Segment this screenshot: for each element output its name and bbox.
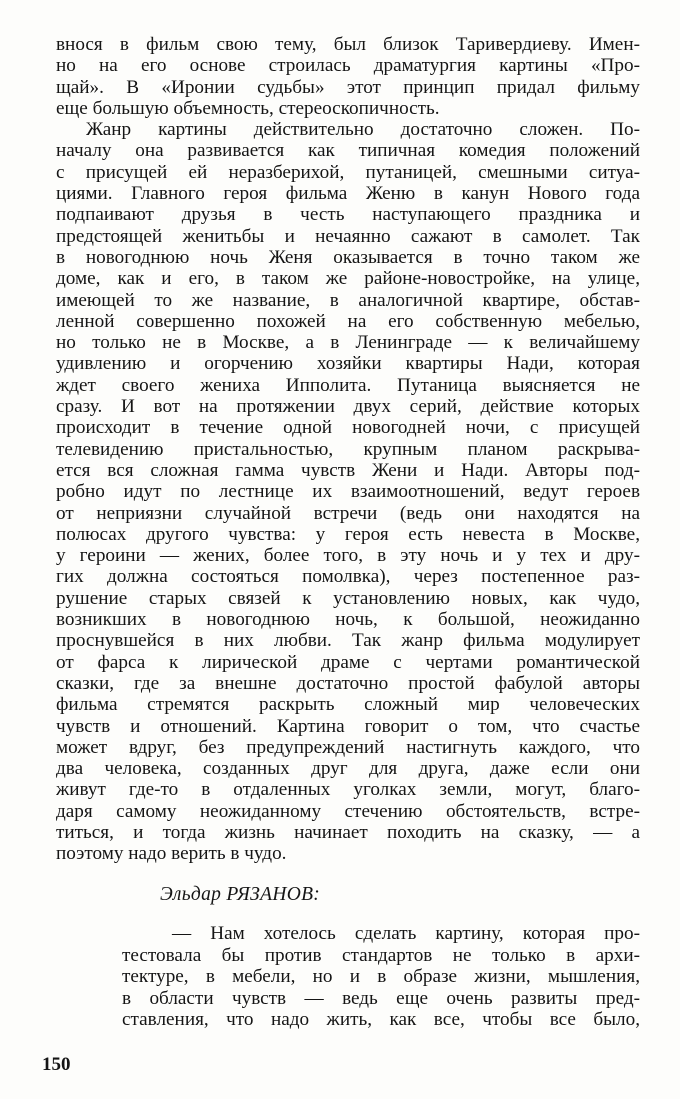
text-line: от неприязни случайной встречи (ведь они находятся на xyxy=(56,502,640,524)
text-line: началу она развивается как типичная комедия положений xyxy=(56,140,640,162)
quote-block xyxy=(122,923,640,1031)
text-line: ленной совершенно похожей на его собственную мебелью, xyxy=(56,310,640,332)
page-number: 150 xyxy=(42,1054,71,1075)
text-line: даря самому неожиданному стечению обстоятельств, встре- xyxy=(56,800,640,822)
text-line: щай». В «Иронии судьбы» этот принцип придал фильму xyxy=(56,76,640,98)
text-line: сразу. И вот на протяжении двух серий, действие которых xyxy=(56,396,640,418)
text-line: происходит в течение одной новогодней ночи, с присущей xyxy=(56,417,640,439)
text-line: еще большую объемность, стереоскопичность. xyxy=(56,97,440,119)
text-line: возникших в новогоднюю ночь, к большой, неожиданно xyxy=(56,609,640,631)
quote-line: тектуре, в мебели, но и в образе жизни, мышления, xyxy=(122,966,640,987)
text-line: циями. Главного героя фильма Женю в канун Нового года xyxy=(56,183,640,205)
text-line: в новогоднюю ночь Женя оказывается в точно таком же xyxy=(56,246,640,268)
body-text xyxy=(56,34,640,865)
quote-line: в области чувств — ведь еще очень развиты пред- xyxy=(122,987,640,1009)
text-line: может вдруг, без предупреждений настигнуть каждого, что xyxy=(56,736,640,758)
paragraph xyxy=(56,119,640,864)
text-line: доме, как и его, в таком же районе-новостройке, на улице, xyxy=(56,268,640,290)
text-line: у героини — жених, более того, в эту ночь и у тех и дру- xyxy=(56,545,640,567)
text-line: с присущей ей неразберихой, путаницей, смешными ситуа- xyxy=(56,161,640,183)
text-line: поэтому надо верить в чудо. xyxy=(56,843,287,865)
text-line: два человека, созданных друг для друга, даже если они xyxy=(56,758,640,780)
text-line: телевидению пристальностью, крупным планом раскрыва- xyxy=(56,438,640,460)
quote-line: тестовала бы против стандартов не только в архи- xyxy=(122,944,640,966)
text-line: рушение старых связей к установлению новых, как чудо, xyxy=(56,587,640,609)
text-line: живут где-то в отдаленных уголках земли, могут, благо- xyxy=(56,779,640,801)
paragraph xyxy=(56,34,640,119)
text-line: подпаивают друзья в честь наступающего праздника и xyxy=(56,204,640,226)
text-line: ждет своего жениха Ипполита. Путаница выясняется не xyxy=(56,374,640,396)
text-line: внося в фильм свою тему, был близок Таривердиеву. Имен- xyxy=(56,34,640,55)
text-line: полюсах другого чувства: у героя есть невеста в Москве, xyxy=(56,523,640,545)
text-line: но только не в Москве, а в Ленинграде — к величайшему xyxy=(56,332,640,354)
text-line: фильма стремятся раскрыть сложный мир человеческих xyxy=(56,694,640,716)
text-line: титься, и тогда жизнь начинает походить на сказку, — а xyxy=(56,821,640,843)
speaker-heading: Эльдар РЯЗАНОВ: xyxy=(160,884,321,905)
text-line: удивлению и огорчению хозяйки квартиры Нади, которая xyxy=(56,353,640,375)
text-line: предстоящей женитьбы и нечаянно сажают в самолет. Так xyxy=(56,225,640,247)
text-line: сказки, где за внешне достаточно простой фабулой авторы xyxy=(56,672,640,694)
text-line: Жанр картины действительно достаточно сложен. По- xyxy=(86,119,640,141)
text-line: робно идут по лестнице их взаимоотношений, ведут героев xyxy=(56,481,640,503)
text-line: но на его основе строилась драматургия картины «Про- xyxy=(56,55,640,77)
text-line: ется вся сложная гамма чувств Жени и Нади. Авторы под- xyxy=(56,459,640,481)
quote-line: ставления, что надо жить, как все, чтобы все было, xyxy=(122,1009,640,1030)
text-line: проснувшейся в них любви. Так жанр фильма модулирует xyxy=(56,630,640,652)
text-line: имеющей то же название, в аналогичной квартире, обстав- xyxy=(56,289,640,311)
text-line: гих должна состояться помолвка), через постепенное раз- xyxy=(56,566,640,588)
text-line: от фарса к лирической драме с чертами романтической xyxy=(56,651,640,673)
quote-line: — Нам хотелось сделать картину, которая про- xyxy=(172,923,640,944)
text-line: чувств и отношений. Картина говорит о том, что счастье xyxy=(56,715,640,737)
